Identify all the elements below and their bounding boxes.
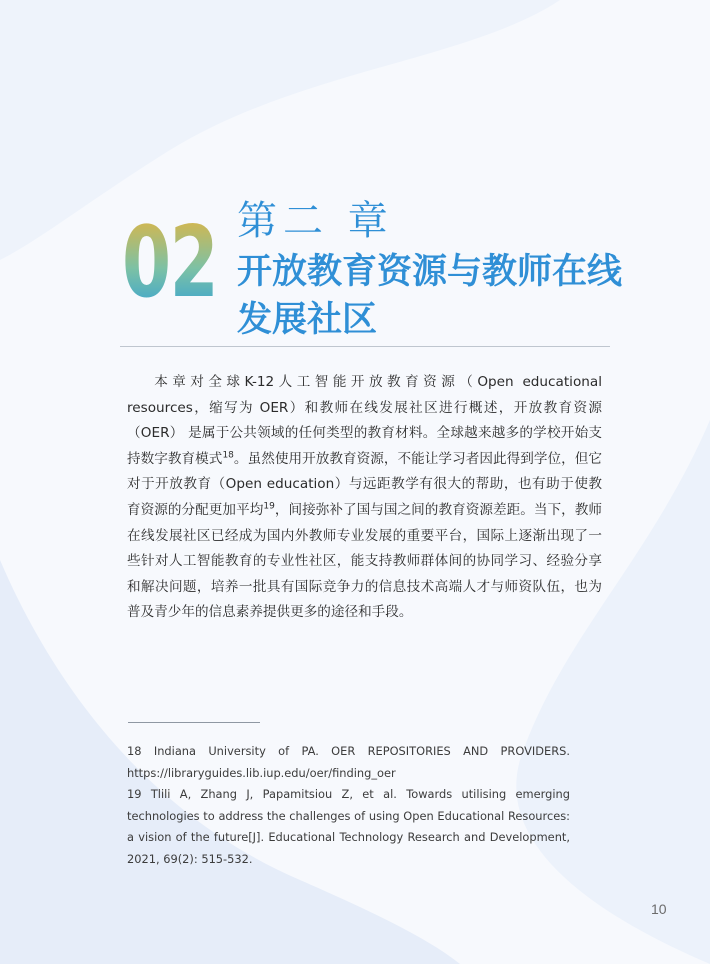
chapter-heading <box>122 198 622 338</box>
footnote-ref-18: 18 <box>222 450 234 461</box>
intro-text-part-3: ，间接弥补了国与国之间的教育资源差距。当下，教师在线发展社区已经成为国内外教师专业发展的重要平台，国际上逐渐出现了一些针对人工智能教育的专业性社区，能支持教师群体间的协同学习、经验分享和解决问题，培养一批具有国际竞争力的信息技术高端人才与师资队伍，也为普及青少年的信息素养提供更多的途径和手段。 <box>127 501 603 621</box>
intro-text-part-2: 。虽然使用开放教育资源，不能让学习者因此得到学位，但它对于开放教育（Open education）与远距教学有很大的帮助，也有助于使教育资源的分配更加平均 <box>127 450 602 518</box>
footnote-18: 18 Indiana University of PA. OER REPOSITORIES AND PROVIDERS. https://libraryguides.lib.iup.edu/oer/finding_oer <box>127 744 570 780</box>
chapter-number: 02 <box>122 206 218 320</box>
footnote-19: 19 Tlili A, Zhang J, Papamitsiou Z, et al. Towards utilising emerging technologies to address the challenges of using Open Educational Resources: a vision of the future[J]. Educational Technology Research and Development, 2021, 69(2): 515-532. <box>127 787 570 866</box>
page-number: 10 <box>651 901 667 917</box>
footnote-ref-19: 19 <box>263 501 275 512</box>
intro-paragraph <box>127 370 602 626</box>
intro-text-part-1: 本章对全球K-12人工智能开放教育资源（Open educational resources，缩写为 OER）和教师在线发展社区进行概述，开放教育资源（OER） 是属于公共领域的任何类型的教育材料。全球越来越多的学校开始支持数字教育模式 <box>127 374 602 467</box>
footnotes <box>127 741 570 870</box>
footnote-divider <box>128 722 260 723</box>
title-divider <box>120 346 610 347</box>
chapter-label: 第二 章 <box>237 198 394 244</box>
chapter-title: 开放教育资源与教师在线发展社区 <box>237 252 623 340</box>
